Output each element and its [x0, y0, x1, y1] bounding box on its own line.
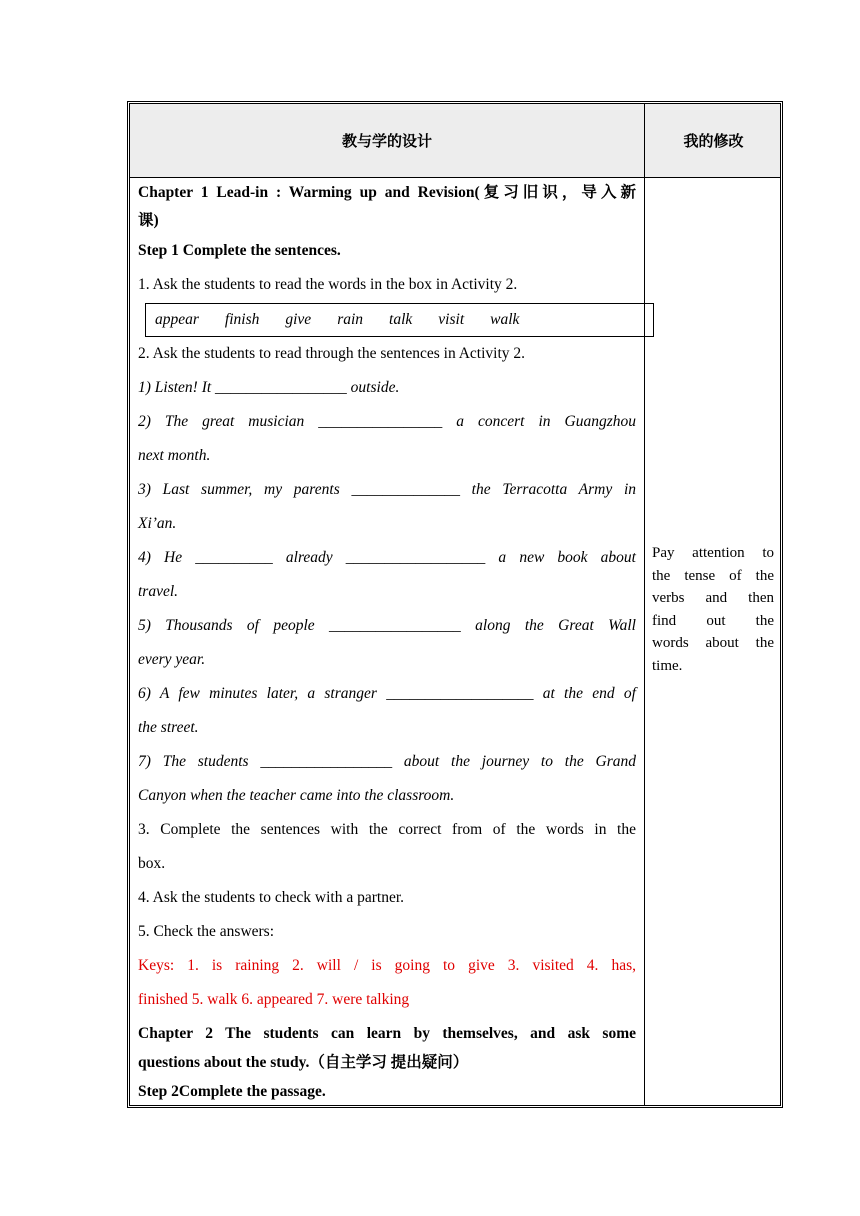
instruction-3: 3. Complete the sentences with the correct from of the words in the — [138, 821, 636, 838]
sentence-7: 7) The students _________________ about the journey to the Grand — [138, 753, 636, 770]
sentence-3-cont: Xi’an. — [138, 515, 177, 532]
sentence-6-cont: the street. — [138, 719, 199, 736]
note-line: find out the — [652, 612, 774, 629]
word-item: finish — [224, 311, 260, 328]
instruction-1: 1. Ask the students to read the words in the box in Activity 2. — [138, 276, 518, 293]
sentence-2-cont: next month. — [138, 447, 211, 464]
note-line: the tense of the — [652, 567, 774, 584]
word-item: appear — [155, 311, 199, 328]
word-item: visit — [438, 311, 465, 328]
note-line: Pay attention to — [652, 545, 774, 561]
lesson-table — [129, 103, 781, 1106]
sentence-3: 3) Last summer, my parents ______________ the Terracotta Army in — [138, 481, 636, 498]
word-item: walk — [490, 311, 520, 328]
chapter1-title: Chapter 1 Lead-in : Warming up and Revision(复习旧识，导入新 — [138, 184, 636, 201]
revision-note — [652, 542, 774, 677]
answer-keys-cont: finished 5. walk 6. appeared 7. were talking — [138, 991, 410, 1008]
header-my-revisions: 我的修改 — [683, 132, 744, 150]
instruction-4: 4. Ask the students to check with a partner. — [138, 889, 405, 906]
sentence-4: 4) He __________ already __________________ a new book about — [138, 549, 636, 566]
sentence-4-cont: travel. — [138, 583, 179, 600]
chapter2-title: Chapter 2 The students can learn by themselves, and ask some — [138, 1025, 636, 1042]
sentence-1: 1) Listen! It _________________ outside. — [138, 379, 400, 396]
sentence-5: 5) Thousands of people _________________ along the Great Wall — [138, 617, 636, 634]
column-divider — [644, 104, 645, 1105]
note-line: verbs and then — [652, 590, 774, 606]
sentence-5-cont: every year. — [138, 651, 206, 668]
instruction-2: 2. Ask the students to read through the sentences in Activity 2. — [138, 345, 526, 362]
sentence-2: 2) The great musician ________________ a concert in Guangzhou — [138, 413, 636, 430]
chapter2-title-cont: questions about the study.（自主学习 提出疑问） — [138, 1054, 469, 1071]
note-line: words about the — [652, 635, 774, 651]
step1-heading: Step 1 Complete the sentences. — [138, 242, 341, 259]
word-item: rain — [337, 311, 364, 328]
sentence-7-cont: Canyon when the teacher came into the classroom. — [138, 787, 455, 804]
instruction-5: 5. Check the answers: — [138, 923, 275, 940]
instruction-3-cont: box. — [138, 855, 166, 872]
word-item: talk — [389, 311, 413, 328]
step2-heading: Step 2Complete the passage. — [138, 1083, 326, 1100]
word-box — [145, 303, 654, 337]
answer-keys: Keys: 1. is raining 2. will / is going to give 3. visited 4. has, — [138, 957, 636, 974]
chapter1-title-cont: 课) — [138, 212, 159, 229]
sentence-6: 6) A few minutes later, a stranger ___________________ at the end of — [138, 685, 636, 702]
word-item: give — [285, 311, 312, 328]
note-line: time. — [652, 657, 683, 674]
header-teaching-design: 教与学的设计 — [341, 132, 432, 150]
